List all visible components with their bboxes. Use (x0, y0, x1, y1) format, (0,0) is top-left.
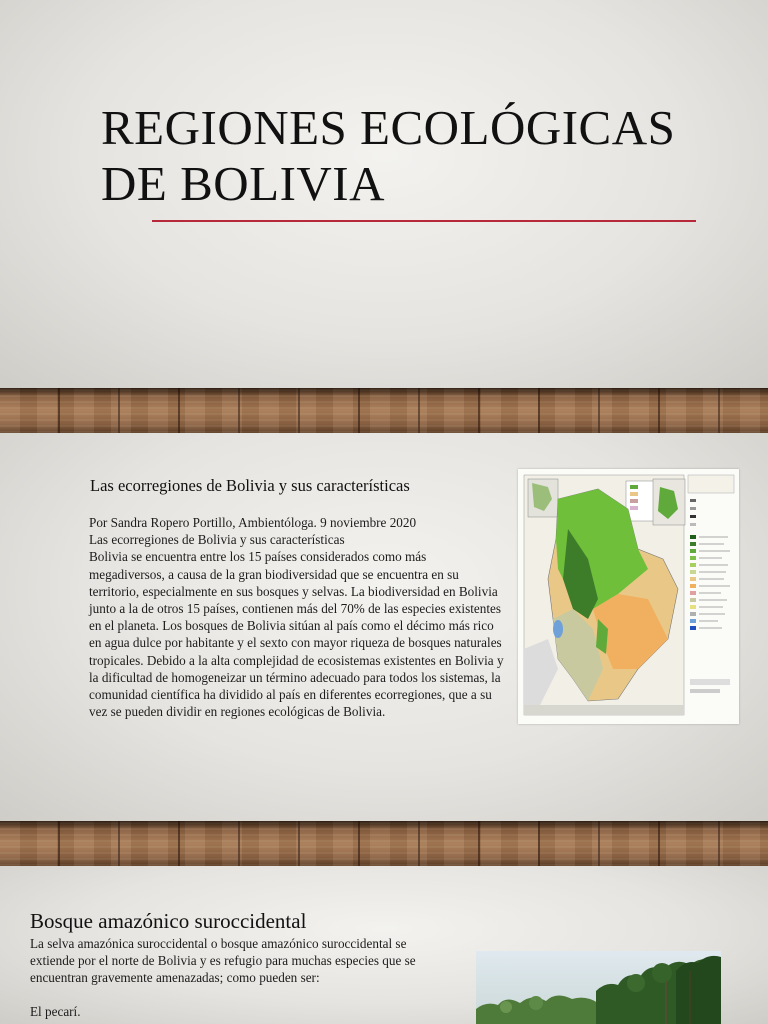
rainforest-photo (476, 951, 721, 1024)
wood-floor-divider (0, 821, 768, 866)
ecoregion-map-image (518, 469, 739, 724)
subtitle: Las ecorregiones de Bolivia y sus características (89, 532, 345, 548)
slide-heading: Bosque amazónico suroccidental (30, 909, 307, 933)
title-slide (0, 0, 768, 388)
ecoregions-slide (0, 433, 768, 821)
byline: Por Sandra Ropero Portillo, Ambientóloga. 9 noviembre 2020 (89, 515, 417, 530)
body-paragraph: La selva amazónica suroccidental o bosque amazónico suroccidental se extiende por el norte de Bolivia y es refugio para muchas especies que se encuentran gravemente amenazadas; como pueden ser: (30, 936, 416, 985)
slide-body-text (30, 935, 450, 1020)
rainforest-graphic (476, 951, 721, 1024)
amazon-forest-slide (0, 866, 768, 1024)
slide-heading: Las ecorregiones de Bolivia y sus características (90, 476, 410, 495)
title-line-1: REGIONES ECOLÓGICAS (101, 100, 676, 155)
bolivia-map-graphic (518, 469, 739, 724)
list-item: El pecarí. (30, 1004, 81, 1019)
body-paragraph: Bolivia se encuentra entre los 15 países considerados como más megadiversos, a causa de la gran biodiversidad que se encuentra en su territorio, especialmente en sus bosques y selvas. La biodiversidad en Bolivia junto a la de otros 15 países, contienen más del 70% de las especies existentes en el planeta. Los bosques de Bolivia sitúan al país como el décimo más rico en agua dulce por habitante y el sexto con mayor riqueza de bosques naturales tropicales. Debido a la alta complejidad de ecosistemas existentes en Bolivia y la dificultad de homogeneizar un término adecuado para todos los sistemas, la comunidad científica ha dividido al país en diferentes ecorregiones, que a su vez se pueden dividir en regiones ecológicas de Bolivia. (89, 549, 504, 720)
wood-floor-divider (0, 388, 768, 433)
presentation-title (101, 100, 721, 212)
title-line-2: DE BOLIVIA (101, 156, 385, 211)
title-underline (152, 220, 696, 222)
slide-body-text (89, 514, 504, 720)
